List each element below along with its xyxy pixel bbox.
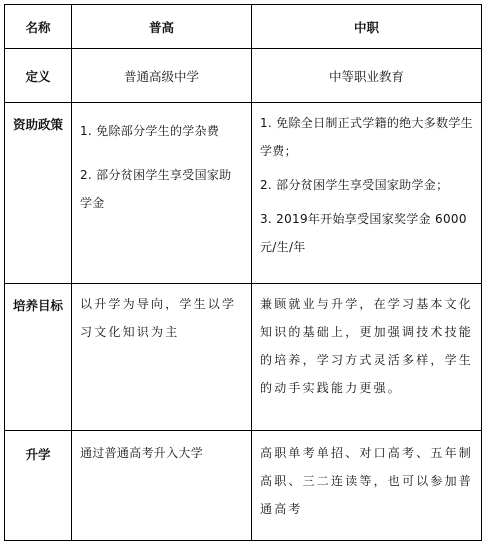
aid-policy-vocational-item: 1. 免除全日制正式学籍的绝大多数学生学费； <box>260 116 473 158</box>
further-study-vocational-cell <box>252 431 482 541</box>
definition-general: 普通高级中学 <box>72 49 252 103</box>
further-study-general: 通过普通高考升入大学 <box>80 446 204 460</box>
comparison-table <box>4 4 482 541</box>
training-goal-vocational: 兼顾就业与升学，在学习基本文化知识的基础上，更加强调技术技能的培养，学习方式灵活多样，学生的动手实践能力更强。 <box>260 297 474 395</box>
aid-policy-general-item: 2. 部分贫困学生享受国家助学金 <box>80 168 232 210</box>
further-study-label-cell <box>5 431 72 541</box>
training-goal-row <box>5 284 482 431</box>
training-goal-general-cell <box>72 284 252 431</box>
aid-policy-row <box>5 103 482 284</box>
training-goal-general: 以升学为导向，学生以学习文化知识为主 <box>80 297 237 339</box>
further-study-vocational: 高职单考单招、对口高考、五年制高职、三二连读等，也可以参加普通高考 <box>260 446 474 516</box>
definition-vocational: 中等职业教育 <box>252 49 482 103</box>
training-goal-vocational-cell <box>252 284 482 431</box>
definition-row <box>5 49 482 103</box>
header-general-high-school: 普高 <box>72 5 252 49</box>
aid-policy-label-cell <box>5 103 72 284</box>
aid-policy-vocational-cell <box>252 103 482 284</box>
training-goal-label: 培养目标 <box>12 298 63 313</box>
further-study-row <box>5 431 482 541</box>
header-vocational-school: 中职 <box>252 5 482 49</box>
aid-policy-vocational-item: 2. 部分贫困学生享受国家助学金； <box>260 178 449 192</box>
header-row <box>5 5 482 49</box>
aid-policy-label: 资助政策 <box>12 117 63 132</box>
header-name: 名称 <box>5 5 72 49</box>
definition-label: 定义 <box>5 49 72 103</box>
training-goal-label-cell <box>5 284 72 431</box>
aid-policy-general-cell <box>72 103 252 284</box>
aid-policy-vocational-item: 3. 2019年开始享受国家奖学金 6000 元/生/年 <box>260 212 467 254</box>
further-study-general-cell <box>72 431 252 541</box>
further-study-label: 升学 <box>25 447 51 462</box>
aid-policy-general-item: 1. 免除部分学生的学杂费 <box>80 124 220 138</box>
